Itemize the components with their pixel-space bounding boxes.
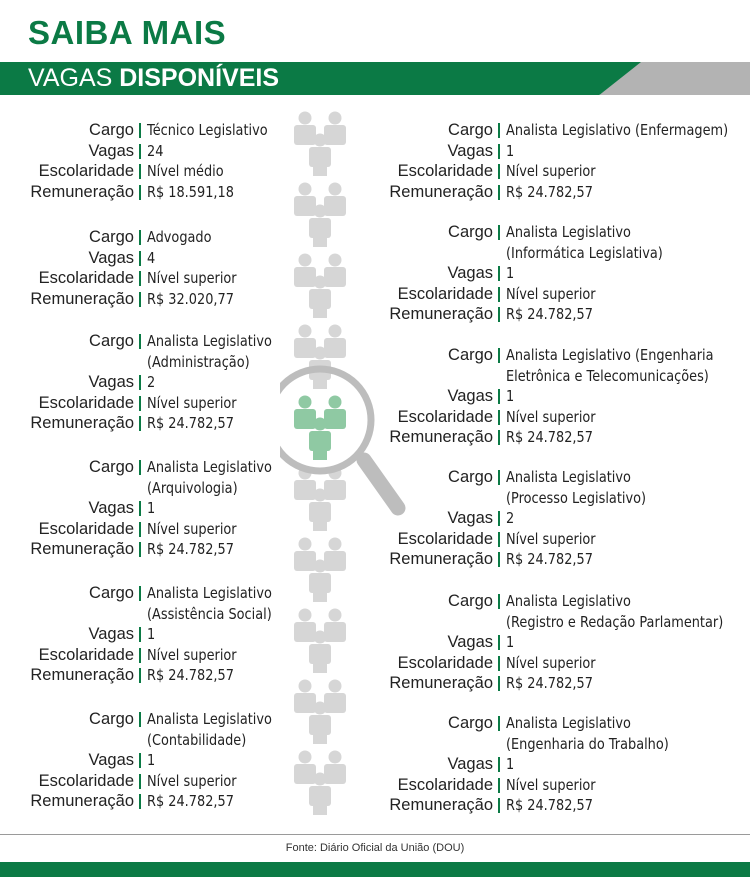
job-field-row	[360, 407, 747, 428]
job-entry	[360, 591, 750, 694]
person-body	[294, 480, 316, 500]
person-head	[329, 254, 342, 267]
value-remuneracao: R$ 24.782,57	[506, 305, 593, 323]
label-vagas: Vagas	[447, 141, 493, 160]
separator-bar	[139, 144, 141, 159]
job-field-row	[360, 304, 688, 325]
person-body	[324, 480, 346, 500]
job-field-row	[0, 227, 251, 248]
value-remuneracao: R$ 24.782,57	[147, 666, 234, 684]
value-escolaridade: Nível superior	[147, 519, 237, 538]
separator-bar	[139, 586, 141, 601]
separator-bar	[498, 470, 500, 485]
job-field-row	[0, 352, 292, 373]
job-field-row	[360, 141, 750, 162]
person-head	[299, 538, 312, 551]
label-escolaridade: Escolaridade	[38, 162, 134, 180]
job-field-row	[360, 591, 750, 612]
value-cargo: Analista Legislativo (Engenharia	[506, 346, 714, 364]
value-escolaridade: Nível superior	[506, 407, 596, 426]
job-field-row	[0, 750, 292, 771]
label-cargo: Cargo	[89, 710, 134, 728]
separator-bar	[139, 334, 141, 349]
job-field-row	[360, 754, 695, 775]
person-body	[324, 125, 346, 145]
separator-bar	[139, 460, 141, 475]
person-head	[329, 183, 342, 196]
separator-bar	[139, 774, 141, 789]
separator-bar	[139, 668, 141, 683]
job-field-row	[0, 161, 287, 182]
value-remuneracao: R$ 18.591,18	[147, 182, 234, 201]
job-field-row	[360, 734, 695, 755]
section-title-bold: DISPONÍVEIS	[119, 64, 280, 92]
separator-bar	[139, 396, 141, 411]
person-body	[294, 125, 316, 145]
separator-bar	[498, 778, 500, 793]
label-cargo: Cargo	[89, 584, 134, 602]
person-head	[329, 396, 342, 409]
value-remuneracao: R$ 24.782,57	[506, 182, 593, 201]
job-field-row	[0, 771, 292, 792]
separator-bar	[498, 287, 500, 302]
value-cargo: Analista Legislativo	[506, 714, 631, 732]
person-head	[329, 112, 342, 125]
job-field-row	[0, 289, 251, 310]
separator-bar	[139, 292, 141, 307]
label-escolaridade: Escolaridade	[397, 284, 493, 303]
value-remuneracao: R$ 24.782,57	[506, 796, 593, 814]
job-field-row	[0, 248, 251, 269]
person-legs	[313, 375, 327, 389]
job-field-row	[0, 141, 287, 162]
person-body	[324, 764, 346, 784]
label-escolaridade: Escolaridade	[38, 645, 134, 664]
job-field-row	[360, 386, 747, 407]
label-vagas: Vagas	[447, 264, 493, 282]
separator-bar	[139, 627, 141, 642]
separator-bar	[498, 348, 500, 363]
job-field-row	[0, 583, 292, 604]
label-cargo: Cargo	[89, 458, 134, 476]
value-remuneracao: R$ 24.782,57	[506, 428, 593, 446]
label-vagas: Vagas	[88, 248, 134, 267]
value-cargo: Analista Legislativo	[147, 710, 272, 728]
value-cargo-continuation: (Contabilidade)	[147, 730, 247, 749]
separator-bar	[498, 266, 500, 281]
person-body	[324, 551, 346, 571]
job-field-row	[360, 263, 688, 284]
separator-bar	[139, 416, 141, 431]
label-cargo: Cargo	[89, 332, 134, 350]
label-escolaridade: Escolaridade	[397, 407, 493, 426]
label-remuneracao: Remuneração	[389, 305, 493, 323]
value-cargo: Analista Legislativo	[506, 468, 631, 486]
job-entry	[0, 331, 292, 434]
person-body	[294, 409, 316, 429]
value-vagas: 2	[147, 373, 156, 391]
job-entry	[360, 713, 695, 816]
label-remuneracao: Remuneração	[30, 289, 134, 308]
person-legs	[313, 233, 327, 247]
value-vagas: 1	[147, 625, 156, 643]
value-cargo: Técnico Legislativo	[147, 121, 268, 139]
label-remuneracao: Remuneração	[30, 540, 134, 558]
job-field-row	[0, 604, 292, 625]
job-field-row	[0, 457, 292, 478]
value-remuneracao: R$ 24.782,57	[147, 540, 234, 558]
person-head	[314, 134, 327, 147]
person-body	[294, 693, 316, 713]
value-remuneracao: R$ 24.782,57	[147, 414, 234, 432]
label-cargo: Cargo	[89, 121, 134, 139]
job-field-row	[360, 488, 669, 509]
separator-bar	[139, 522, 141, 537]
person-head	[329, 609, 342, 622]
job-field-row	[360, 529, 669, 550]
person-body	[324, 693, 346, 713]
separator-bar	[139, 501, 141, 516]
job-field-row	[0, 182, 287, 203]
job-field-row	[0, 791, 292, 812]
separator-bar	[498, 676, 500, 691]
job-field-row	[0, 665, 292, 686]
value-cargo-continuation: Eletrônica e Telecomunicações)	[506, 366, 709, 385]
value-escolaridade: Nível médio	[147, 162, 224, 180]
value-vagas: 1	[506, 387, 515, 405]
job-field-row	[360, 673, 750, 694]
source-credit: Fonte: Diário Oficial da União (DOU)	[285, 842, 465, 854]
value-cargo-continuation: (Registro e Redação Parlamentar)	[506, 612, 724, 631]
person-head	[314, 702, 327, 715]
separator-bar	[139, 230, 141, 245]
job-field-row	[0, 268, 251, 289]
job-entry	[0, 120, 287, 202]
label-remuneracao: Remuneração	[389, 550, 493, 568]
value-cargo: Analista Legislativo	[506, 223, 631, 241]
person-head	[314, 773, 327, 786]
job-field-row	[360, 222, 688, 243]
value-cargo-continuation: (Informática Legislativa)	[506, 243, 663, 262]
separator-bar	[498, 757, 500, 772]
label-cargo: Cargo	[448, 223, 493, 241]
person-head	[314, 560, 327, 573]
person-body	[294, 551, 316, 571]
person-head	[314, 276, 327, 289]
value-escolaridade: Nível superior	[147, 393, 237, 412]
separator-bar	[498, 164, 500, 179]
separator-bar	[498, 552, 500, 567]
separator-bar	[498, 185, 500, 200]
job-entry	[360, 120, 750, 202]
person-legs	[313, 517, 327, 531]
label-vagas: Vagas	[447, 509, 493, 527]
job-field-row	[360, 775, 695, 796]
person-body	[324, 409, 346, 429]
person-head	[314, 631, 327, 644]
label-vagas: Vagas	[88, 499, 134, 517]
separator-bar	[498, 798, 500, 813]
person-head	[299, 751, 312, 764]
job-field-row	[0, 498, 292, 519]
job-field-row	[360, 243, 688, 264]
job-entry	[0, 227, 251, 309]
value-cargo: Analista Legislativo	[147, 332, 272, 350]
value-cargo: Analista Legislativo	[147, 584, 272, 602]
separator-bar	[498, 410, 500, 425]
separator-bar	[498, 511, 500, 526]
value-cargo: Analista Legislativo	[147, 458, 272, 476]
person-legs	[313, 304, 327, 318]
footer-divider	[0, 834, 750, 835]
job-field-row	[0, 331, 292, 352]
label-remuneracao: Remuneração	[30, 666, 134, 684]
separator-bar	[498, 716, 500, 731]
value-escolaridade: Nível superior	[506, 284, 596, 303]
job-field-row	[0, 519, 292, 540]
job-field-row	[360, 366, 747, 387]
person-legs	[313, 730, 327, 744]
job-field-row	[0, 120, 287, 141]
label-escolaridade: Escolaridade	[38, 771, 134, 790]
job-field-row	[0, 478, 292, 499]
value-escolaridade: Nível superior	[506, 162, 596, 180]
section-title-light: VAGAS	[28, 64, 113, 92]
person-head	[329, 538, 342, 551]
label-vagas: Vagas	[447, 633, 493, 651]
value-escolaridade: Nível superior	[147, 645, 237, 664]
separator-bar	[139, 375, 141, 390]
value-vagas: 4	[147, 248, 156, 267]
separator-bar	[498, 307, 500, 322]
job-field-row	[0, 393, 292, 414]
separator-bar	[498, 225, 500, 240]
value-escolaridade: Nível superior	[147, 771, 237, 790]
label-cargo: Cargo	[448, 121, 493, 139]
label-vagas: Vagas	[88, 141, 134, 160]
person-head	[299, 609, 312, 622]
value-remuneracao: R$ 32.020,77	[147, 289, 234, 308]
job-entry	[360, 467, 669, 570]
person-head	[299, 396, 312, 409]
job-field-row	[360, 284, 688, 305]
person-body	[294, 196, 316, 216]
value-remuneracao: R$ 24.782,57	[506, 550, 593, 568]
label-escolaridade: Escolaridade	[397, 162, 493, 180]
person-head	[314, 418, 327, 431]
separator-bar	[139, 123, 141, 138]
person-head	[329, 325, 342, 338]
value-escolaridade: Nível superior	[506, 653, 596, 672]
job-field-row	[360, 549, 669, 570]
label-cargo: Cargo	[448, 714, 493, 732]
person-body	[324, 196, 346, 216]
person-head	[314, 489, 327, 502]
job-field-row	[0, 539, 292, 560]
job-field-row	[360, 713, 695, 734]
value-cargo-continuation: (Administração)	[147, 352, 250, 371]
value-escolaridade: Nível superior	[147, 269, 237, 287]
person-head	[299, 325, 312, 338]
label-remuneracao: Remuneração	[389, 428, 493, 446]
value-vagas: 2	[506, 509, 515, 527]
person-legs	[313, 801, 327, 815]
job-field-row	[360, 653, 750, 674]
value-vagas: 1	[506, 141, 515, 160]
value-cargo-continuation: (Assistência Social)	[147, 604, 272, 623]
job-entry	[0, 709, 292, 812]
label-vagas: Vagas	[447, 387, 493, 405]
person-legs	[313, 588, 327, 602]
separator-bar	[139, 185, 141, 200]
separator-bar	[139, 164, 141, 179]
person-head	[314, 205, 327, 218]
job-field-row	[360, 467, 669, 488]
label-cargo: Cargo	[448, 346, 493, 364]
person-head	[314, 347, 327, 360]
job-field-row	[0, 730, 292, 751]
person-head	[299, 183, 312, 196]
separator-bar	[139, 542, 141, 557]
job-field-row	[0, 413, 292, 434]
separator-bar	[139, 794, 141, 809]
footer-bar	[0, 862, 750, 877]
value-remuneracao: R$ 24.782,57	[506, 674, 593, 692]
value-vagas: 1	[506, 264, 515, 282]
value-escolaridade: Nível superior	[506, 529, 596, 548]
person-legs	[313, 162, 327, 176]
value-vagas: 1	[506, 755, 515, 773]
person-legs	[313, 446, 327, 460]
job-field-row	[0, 624, 292, 645]
person-legs	[313, 659, 327, 673]
separator-bar	[498, 594, 500, 609]
value-remuneracao: R$ 24.782,57	[147, 792, 234, 810]
value-vagas: 1	[506, 633, 515, 651]
label-remuneracao: Remuneração	[389, 182, 493, 201]
person-head	[329, 680, 342, 693]
person-body	[324, 338, 346, 358]
label-remuneracao: Remuneração	[30, 414, 134, 432]
separator-bar	[139, 648, 141, 663]
value-vagas: 24	[147, 141, 164, 160]
value-cargo: Analista Legislativo	[506, 592, 631, 610]
label-escolaridade: Escolaridade	[38, 393, 134, 412]
separator-bar	[498, 635, 500, 650]
person-body	[294, 338, 316, 358]
label-remuneracao: Remuneração	[389, 674, 493, 692]
separator-bar	[498, 532, 500, 547]
job-entry	[360, 222, 688, 325]
value-cargo: Analista Legislativo (Enfermagem)	[506, 121, 729, 139]
person-head	[329, 751, 342, 764]
label-vagas: Vagas	[88, 625, 134, 643]
job-field-row	[360, 182, 750, 203]
job-field-row	[360, 612, 750, 633]
job-field-row	[0, 645, 292, 666]
value-vagas: 1	[147, 499, 156, 517]
job-entry	[0, 583, 292, 686]
label-escolaridade: Escolaridade	[397, 775, 493, 794]
job-field-row	[360, 120, 750, 141]
separator-bar	[139, 271, 141, 286]
label-escolaridade: Escolaridade	[397, 653, 493, 672]
value-cargo-continuation: (Processo Legislativo)	[506, 488, 647, 507]
value-escolaridade: Nível superior	[506, 775, 596, 794]
label-vagas: Vagas	[447, 755, 493, 773]
job-field-row	[360, 161, 750, 182]
job-field-row	[360, 632, 750, 653]
job-field-row	[360, 795, 695, 816]
job-entry	[0, 457, 292, 560]
value-cargo-continuation: (Arquivologia)	[147, 478, 238, 497]
person-body	[324, 622, 346, 642]
label-vagas: Vagas	[88, 373, 134, 391]
person-head	[299, 112, 312, 125]
label-escolaridade: Escolaridade	[38, 519, 134, 538]
job-field-row	[360, 508, 669, 529]
person-body	[324, 267, 346, 287]
label-remuneracao: Remuneração	[30, 792, 134, 810]
job-field-row	[0, 709, 292, 730]
value-cargo: Advogado	[147, 228, 212, 246]
value-cargo-continuation: (Engenharia do Trabalho)	[506, 734, 669, 753]
separator-bar	[498, 144, 500, 159]
person-head	[299, 254, 312, 267]
separator-bar	[139, 251, 141, 266]
job-field-row	[0, 372, 292, 393]
section-title	[28, 64, 279, 93]
label-cargo: Cargo	[448, 592, 493, 610]
separator-bar	[139, 753, 141, 768]
label-vagas: Vagas	[88, 751, 134, 769]
page-title: SAIBA MAIS	[28, 14, 227, 51]
label-remuneracao: Remuneração	[389, 796, 493, 814]
job-entry	[360, 345, 747, 448]
label-cargo: Cargo	[89, 228, 134, 246]
separator-bar	[498, 389, 500, 404]
label-escolaridade: Escolaridade	[38, 269, 134, 287]
separator-bar	[498, 430, 500, 445]
person-head	[299, 680, 312, 693]
separator-bar	[498, 123, 500, 138]
label-escolaridade: Escolaridade	[397, 529, 493, 548]
person-body	[294, 267, 316, 287]
label-cargo: Cargo	[448, 468, 493, 486]
job-field-row	[360, 427, 747, 448]
job-field-row	[360, 345, 747, 366]
person-body	[294, 622, 316, 642]
value-vagas: 1	[147, 751, 156, 769]
person-body	[294, 764, 316, 784]
label-remuneracao: Remuneração	[30, 182, 134, 201]
separator-bar	[498, 656, 500, 671]
separator-bar	[139, 712, 141, 727]
